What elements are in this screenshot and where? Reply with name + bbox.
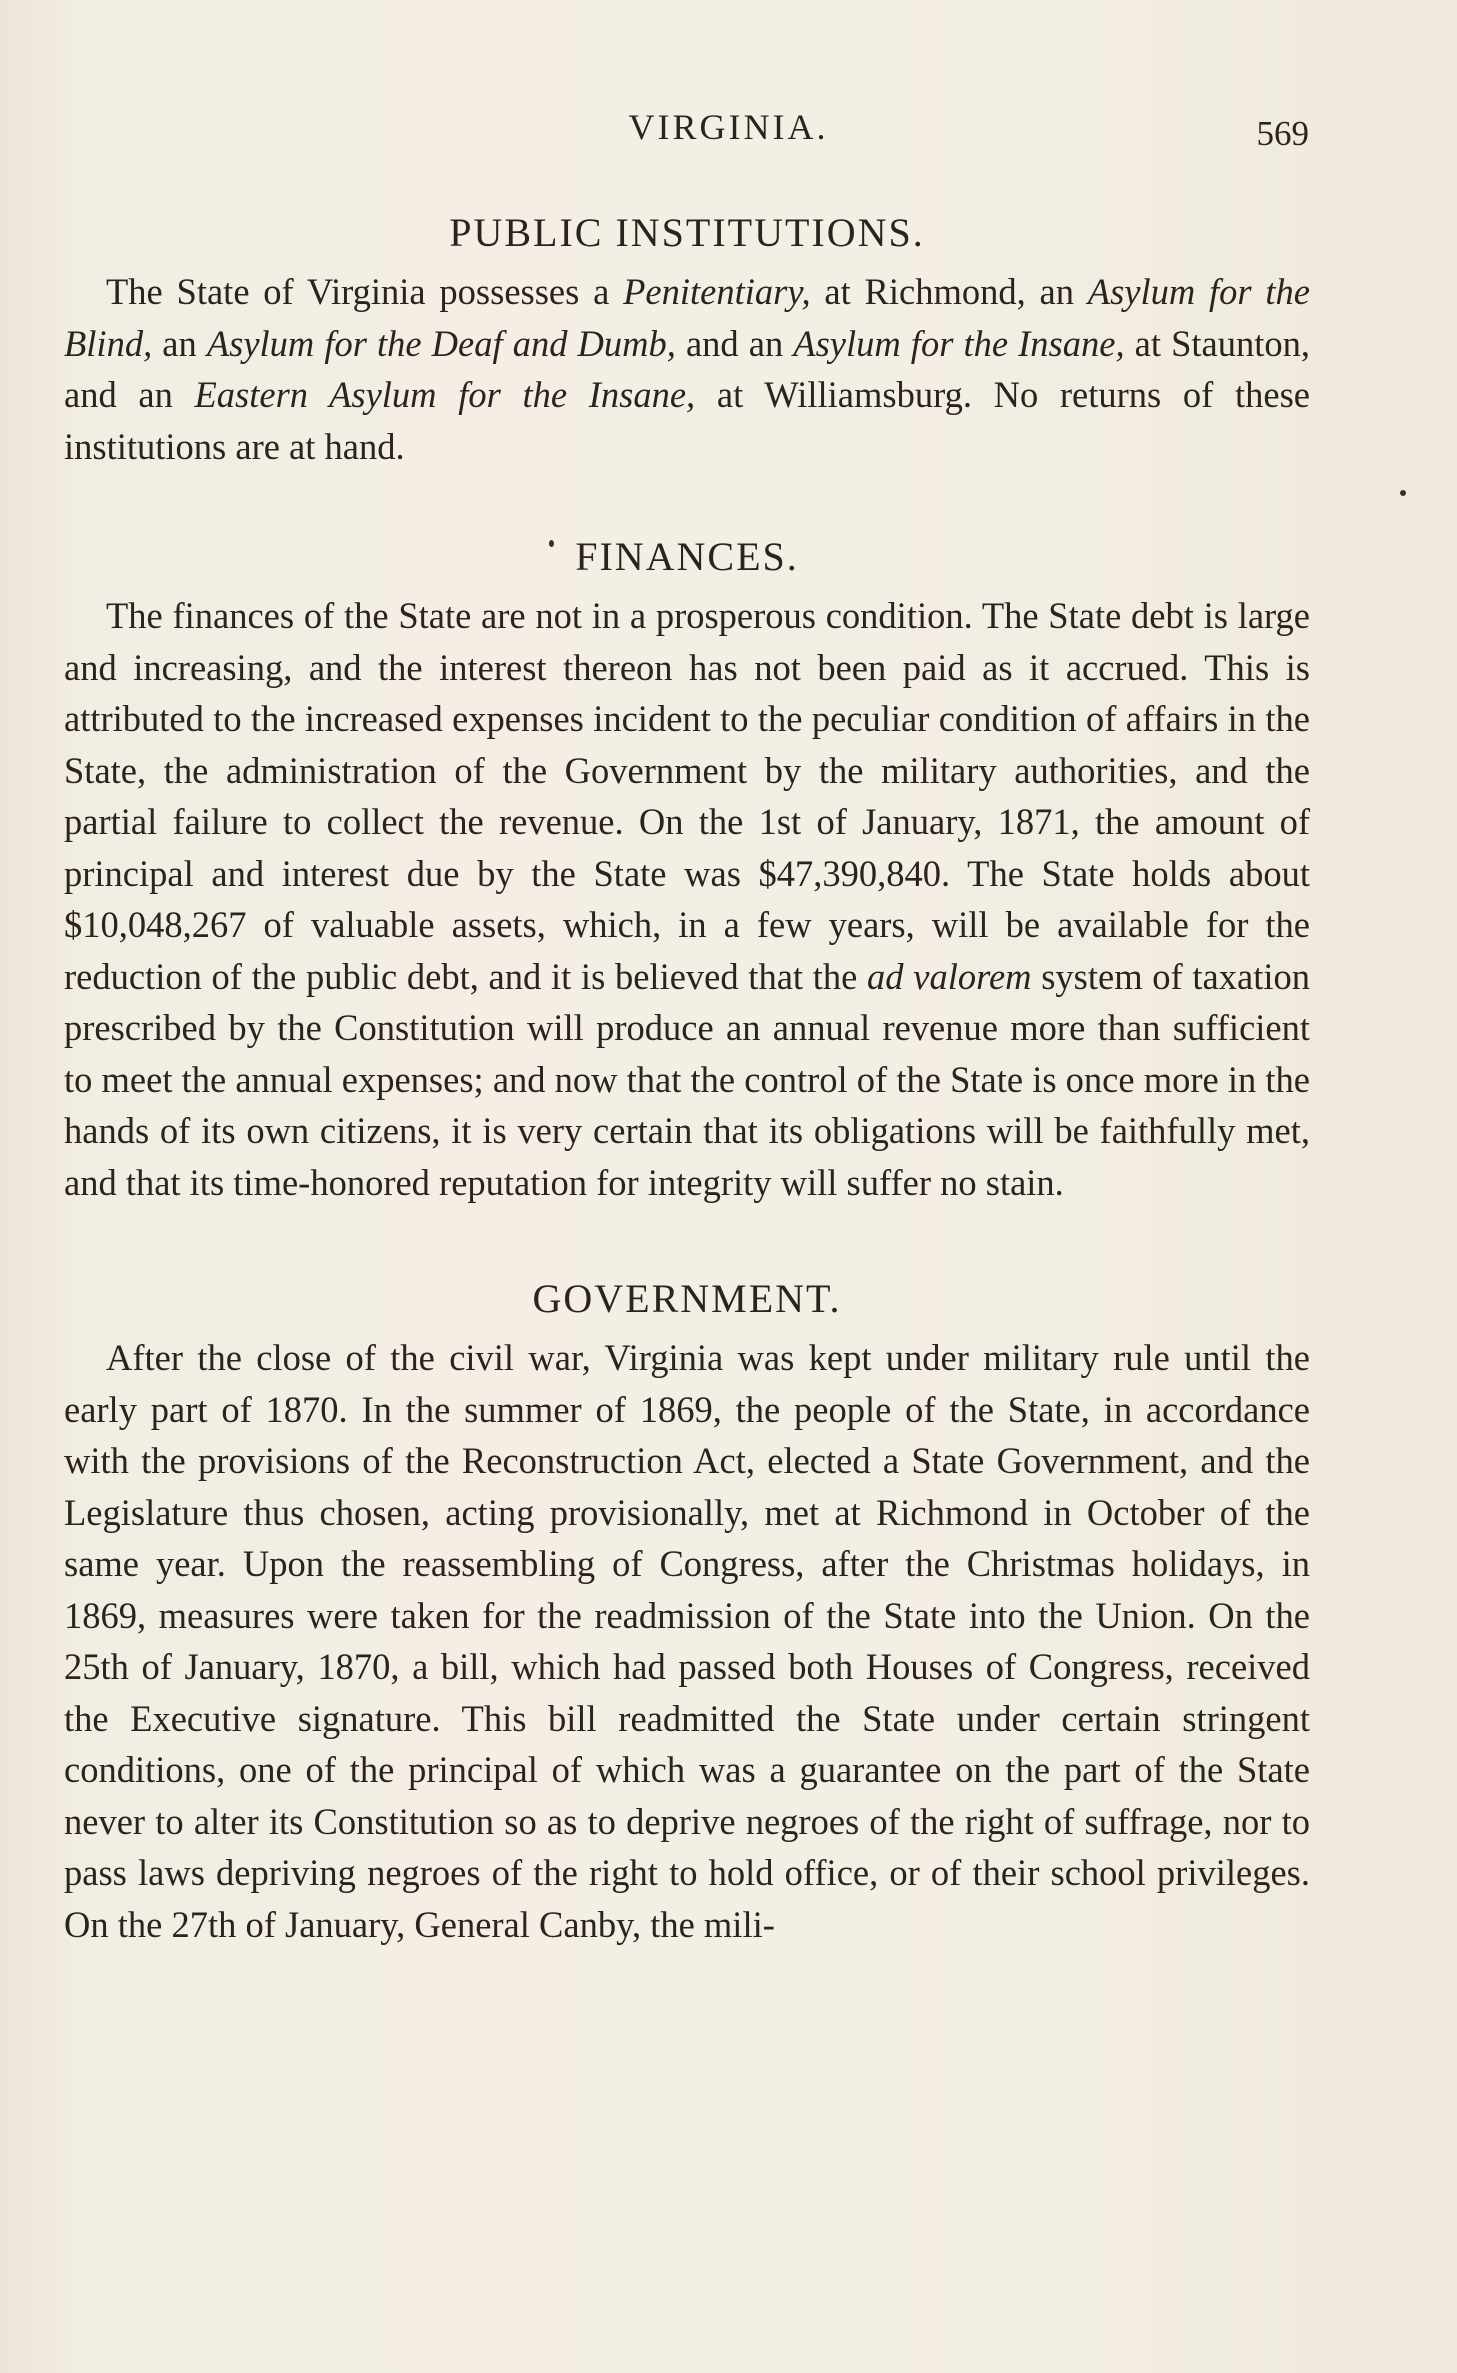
print-speck xyxy=(549,540,554,547)
text-run: at Richmond, an xyxy=(810,271,1088,312)
text-run: The finances of the State are not in a prosperous condition. The State debt is large and increasing, and the interest thereon has not been paid as it accrued. This is attributed to the increased expenses incident to the peculiar condition of affairs in the State, the administration of the Government by the military authorities, and the partial failure to collect the revenue. On the 1st of January, 1871, the amount of principal and interest due by the State was $47,390,840. The State holds about $10,048,267 of valuable assets, which, in a few years, will be available for the reduction of the public debt, and it is believed that the xyxy=(64,595,1310,997)
heading-finances: FINANCES. xyxy=(575,534,799,579)
italic-asylum-insane: Asylum for the Insane, xyxy=(793,322,1125,364)
print-speck xyxy=(1400,490,1406,496)
italic-ad-valorem: ad valorem xyxy=(867,955,1032,997)
section-spacer xyxy=(64,1208,1310,1266)
italic-asylum-deaf-dumb: Asylum for the Deaf and Dumb, xyxy=(206,322,676,364)
page-number: 569 xyxy=(1256,114,1309,153)
section-public-institutions xyxy=(64,200,1310,472)
paragraph-government: After the close of the civil war, Virginia was kept under military rule until the early part of 1870. In the summer of 1869, the people of the State, in accordance with the provisions of the Reconstruction Act, elected a State Government, and the Legislature thus chosen, acting provisionally, met at Richmond in October of the same year. Upon the reassembling of Congress, after the Christmas holidays, in 1869, measures were taken for the readmission of the State into the Union. On the 25th of January, 1870, a bill, which had passed both Houses of Congress, received the Executive signature. This bill readmitted the State under certain stringent conditions, one of the principal of which was a guarantee on the part of the State never to alter its Constitution so as to deprive negroes of the right of suffrage, nor to pass laws depriving negroes of the right to hold office, or of their school privileges. On the 27th of January, General Canby, the mili- xyxy=(64,1337,1310,1945)
italic-eastern-asylum: Eastern Asylum for the Insane, xyxy=(194,374,696,415)
heading-government: GOVERNMENT. xyxy=(532,1276,842,1321)
text-run: system of taxation prescribed by the Constitution will produce an annual revenue more than sufficient to meet the annual expenses; and now that the control of the State is once more in the hands of its own citizens, it is very certain that its obligations will be faithfully met, and that its time-honored reputation for integrity will suffer no stain. xyxy=(64,955,1310,1203)
heading-public-institutions: PUBLIC INSTITUTIONS. xyxy=(449,210,925,255)
text-run: at Staunton, and an xyxy=(64,322,1310,415)
text-run: The State of Virginia possesses a xyxy=(106,271,624,312)
section-government xyxy=(64,1266,1310,1950)
text-run: an xyxy=(152,322,207,364)
text-run: at Williamsburg. No returns of these institutions are at hand. xyxy=(64,374,1311,467)
italic-asylum-blind: Asylum for the Blind, xyxy=(64,271,1310,364)
running-title: VIRGINIA. xyxy=(628,107,829,147)
section-finances xyxy=(64,524,1310,1208)
running-header xyxy=(0,100,1457,153)
paragraph-finances xyxy=(64,590,1310,1208)
paragraph-public-institutions xyxy=(64,266,1310,472)
italic-penitentiary: Penitentiary, xyxy=(623,271,811,312)
page-body xyxy=(64,200,1310,1950)
section-spacer xyxy=(64,472,1310,524)
text-run: and an xyxy=(675,322,794,364)
